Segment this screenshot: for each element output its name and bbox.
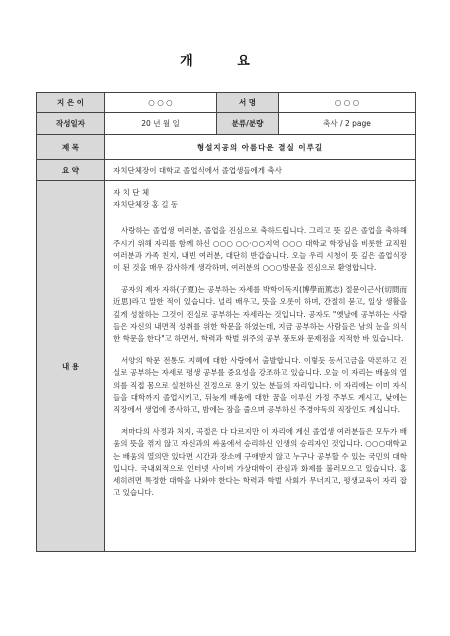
author-label: 지 은 이 [37, 93, 105, 113]
page-title: 개 요 [180, 54, 270, 69]
content-label: 내 용 [37, 181, 105, 552]
category-label: 분류/분량 [217, 113, 279, 135]
content-row [37, 181, 416, 552]
author-value: ○ ○ ○ [105, 93, 217, 113]
date-value: 20 년 월 일 [105, 113, 217, 135]
content-paragraph-3: 서양의 학문 전통도 지혜에 대한 사랑에서 출발합니다. 이렇듯 동서고금을 막론하고 진실로 공부하는 자세로 평생 공부를 중요성을 강조하고 있습니다. 오늘 이 자리는 배움의 열의를 직접 몸으로 실천하신 진정으로 용기 있는 분들의 자리입니다. 이 자리에는 이미 자식들을 대학까지 졸업시키고, 뒤늦게 배움에 대한 꿈을 이루신 가정 주부도 계시고, 낮에는 직장에서 생업에 종사하고, 밤에는 잠을 줄으며 공부하신 주경야독의 직장인도 계십니다. [113, 356, 407, 415]
date-label: 작성일자 [37, 113, 105, 135]
subject-label: 제 목 [37, 135, 105, 160]
summary-label: 요 약 [37, 160, 105, 181]
subject-value: 형설지공의 아름다운 결실 이루길 [105, 135, 416, 160]
content-paragraph-4: 저마다의 사정과 처지, 곡절은 다 다르지만 이 자리에 계신 졸업생 여러분들은 모두가 배움의 뜻을 꺾지 않고 자신과의 싸움에서 승리하신 인생의 승리자인 것입니다. ○○○대학교는 배움의 열의만 있다면 시간과 장소에 구애받지 않고 누구나 공부할 수 있는 국민의 대학입니다. 국내외적으로 인터넷 사이버 가상대학이 관심과 화제를 불러모으고 있습니다. 홈세히려면 특정한 대학을 나와야 한다는 학력과 학벌 사회가 무너지고, 평생교육이 자리 잡고 있습니다. [113, 427, 407, 498]
category-value: 축사 / 2 page [279, 113, 416, 135]
book-value: ○ ○ ○ [279, 93, 416, 113]
summary-row [37, 160, 416, 181]
book-label: 서 명 [217, 93, 279, 113]
content-paragraph-2: 공자의 제자 자하(子夏)는 공부하는 자세를 박학이독지(博學而篤志) 절문이근사(切問而近思)라고 말한 적이 있습니다. 널리 배우고, 뜻을 오롯이 하며, 간절히 묻고, 일상 생활을 깊게 성찰하는 그것이 진실로 공부하는 자세라는 것입니다. 공자도 "옛날에 공부하는 사람들은 자신의 내면적 성취를 위한 학문을 하였는데, 지금 공부하는 사람들은 남의 눈을 의식한 학문을 한다"고 하면서, 학력과 학벌 위주의 공부 풍토와 문제점을 지적한 바 있습니다. [113, 285, 407, 344]
author-row [37, 93, 416, 113]
subject-row [37, 135, 416, 160]
summary-form-table [36, 92, 416, 552]
content-heading: 자 치 단 체 [113, 188, 150, 197]
content-body [105, 181, 416, 552]
summary-value: 자치단체장이 대학교 졸업식에서 졸업생들에게 축사 [105, 160, 416, 181]
content-signature: 자치단체장 홍 길 동 [113, 200, 179, 210]
date-row [37, 113, 416, 135]
content-paragraph-1: 사랑하는 졸업생 여러분, 졸업을 진심으로 축하드립니다. 그리고 뜻 깊은 졸업을 축하해주시기 위해 자리를 함께 하신 ○○○ ○○·○○지역 ○○○ 대학교 학장님을 비롯한 교직원 여러분과 가족 친지, 내빈 여러분, 대단히 반갑습니다. 오늘 우리 시청이 뜻 깊은 졸업식장이 된 것을 매우 감사하게 생각하며, 여러분의 ○○○방문을 진심으로 환영합니다. [113, 226, 407, 273]
